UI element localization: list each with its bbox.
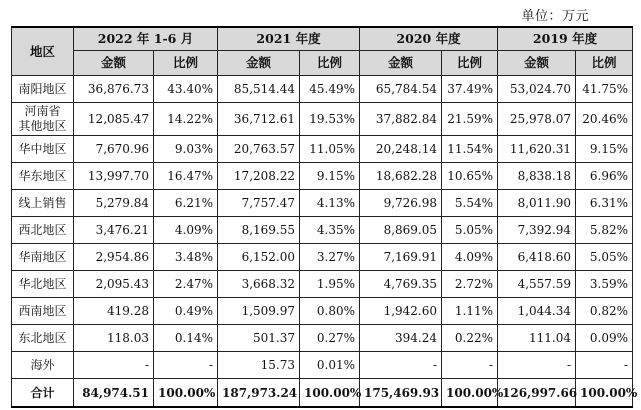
amount-cell: 501.37 [218,325,300,352]
region-cell: 华南地区 [12,244,74,271]
region-cell: 南阳地区 [12,76,74,103]
table-row [12,244,633,271]
amount-cell: 4,557.59 [498,271,576,298]
unit-label: 单位：万元 [521,9,589,24]
ratio-cell: 0.01% [300,352,360,379]
amount-cell: 3,476.21 [74,217,154,244]
ratio-cell: 6.31% [576,190,633,217]
ratio-cell: 5.82% [576,217,633,244]
header-subcolumn-row [12,51,633,76]
amount-cell: 1,509.97 [218,298,300,325]
amount-cell: 419.28 [74,298,154,325]
amount-cell: 7,392.94 [498,217,576,244]
region-cell: 西北地区 [12,217,74,244]
region-cell: 西南地区 [12,298,74,325]
ratio-cell: 45.49% [300,76,360,103]
region-cell [12,103,74,136]
ratio-cell: - [154,352,218,379]
ratio-cell: 11.54% [442,136,498,163]
ratio-cell: 4.13% [300,190,360,217]
amount-cell: 12,085.47 [74,103,154,136]
ratio-cell: 4.09% [154,217,218,244]
period-header: 2019 年度 [498,27,633,51]
amount-cell: 3,668.32 [218,271,300,298]
amount-cell: 8,838.18 [498,163,576,190]
ratio-cell: 6.96% [576,163,633,190]
amount-cell: 25,978.07 [498,103,576,136]
amount-cell: 15.73 [218,352,300,379]
header-period-row [12,27,633,51]
amount-cell: 1,044.34 [498,298,576,325]
ratio-cell: 6.21% [154,190,218,217]
amount-cell: 7,670.96 [74,136,154,163]
ratio-cell: 3.48% [154,244,218,271]
table-row [12,76,633,103]
total-row [12,379,633,408]
ratio-cell: 2.72% [442,271,498,298]
ratio-cell: 19.53% [300,103,360,136]
ratio-column-header: 比例 [442,51,498,76]
ratio-column-header: 比例 [154,51,218,76]
ratio-cell: - [576,352,633,379]
region-cell: 线上销售 [12,190,74,217]
amount-cell: 13,997.70 [74,163,154,190]
ratio-cell: 9.15% [576,136,633,163]
amount-cell: 37,882.84 [360,103,442,136]
region-column-header: 地区 [12,27,74,76]
amount-column-header: 金额 [74,51,154,76]
amount-cell: 118.03 [74,325,154,352]
total-ratio-cell: 100.00% [442,379,498,408]
total-amount-cell: 126,997.66 [498,379,576,408]
ratio-cell: 0.14% [154,325,218,352]
ratio-cell: 0.09% [576,325,633,352]
ratio-cell: 14.22% [154,103,218,136]
amount-cell: 394.24 [360,325,442,352]
total-ratio-cell: 100.00% [576,379,633,408]
amount-cell: - [498,352,576,379]
amount-cell: 65,784.54 [360,76,442,103]
table-body [12,76,638,408]
amount-cell: 18,682.28 [360,163,442,190]
region-cell: 华中地区 [12,136,74,163]
amount-cell: 36,712.61 [218,103,300,136]
period-header: 2021 年度 [218,27,360,51]
amount-cell: 17,208.22 [218,163,300,190]
ratio-cell: 16.47% [154,163,218,190]
amount-cell: 1,942.60 [360,298,442,325]
amount-cell: 5,279.84 [74,190,154,217]
ratio-cell: 41.75% [576,76,633,103]
table-row [12,163,633,190]
ratio-column-header: 比例 [300,51,360,76]
ratio-cell: 10.65% [442,163,498,190]
table-row [12,352,633,379]
table-row [12,298,633,325]
regional-revenue-table [11,26,638,408]
amount-cell: 4,769.35 [360,271,442,298]
ratio-column-header: 比例 [576,51,633,76]
amount-cell: 8,011.90 [498,190,576,217]
amount-cell: - [74,352,154,379]
region-label-line: 河南省 [24,104,61,118]
ratio-cell: 21.59% [442,103,498,136]
region-cell: 东北地区 [12,325,74,352]
ratio-cell: 4.35% [300,217,360,244]
amount-cell: 2,095.43 [74,271,154,298]
ratio-cell: 3.27% [300,244,360,271]
ratio-cell: 0.27% [300,325,360,352]
ratio-cell: 0.49% [154,298,218,325]
ratio-cell: 11.05% [300,136,360,163]
table-row [12,190,633,217]
ratio-cell: 4.09% [442,244,498,271]
ratio-cell: 1.95% [300,271,360,298]
ratio-cell: 1.11% [442,298,498,325]
ratio-cell: 9.15% [300,163,360,190]
region-cell: 华北地区 [12,271,74,298]
amount-cell: 8,169.55 [218,217,300,244]
ratio-cell: 0.80% [300,298,360,325]
amount-cell: 20,763.57 [218,136,300,163]
ratio-cell: 3.59% [576,271,633,298]
amount-cell: 6,418.60 [498,244,576,271]
region-label-line: 其他地区 [18,119,67,133]
period-header: 2022 年 1-6 月 [74,27,218,51]
region-cell: 海外 [12,352,74,379]
amount-cell: 2,954.86 [74,244,154,271]
ratio-cell: 43.40% [154,76,218,103]
amount-cell: 8,869.05 [360,217,442,244]
ratio-cell: 0.22% [442,325,498,352]
region-cell: 华东地区 [12,163,74,190]
amount-cell: 7,169.91 [360,244,442,271]
period-header: 2020 年度 [360,27,498,51]
amount-cell: 20,248.14 [360,136,442,163]
table-row [12,271,633,298]
table-row [12,136,633,163]
total-ratio-cell: 100.00% [300,379,360,408]
ratio-cell: 2.47% [154,271,218,298]
total-amount-cell: 175,469.93 [360,379,442,408]
ratio-cell: 5.05% [442,217,498,244]
table-row [12,103,633,136]
total-amount-cell: 84,974.51 [74,379,154,408]
amount-column-header: 金额 [498,51,576,76]
total-ratio-cell: 100.00% [154,379,218,408]
ratio-cell: 5.54% [442,190,498,217]
amount-cell: 53,024.70 [498,76,576,103]
amount-column-header: 金额 [218,51,300,76]
table-row [12,325,633,352]
amount-cell: 7,757.47 [218,190,300,217]
ratio-cell: - [442,352,498,379]
ratio-cell: 5.05% [576,244,633,271]
ratio-cell: 20.46% [576,103,633,136]
table-row [12,217,633,244]
amount-cell: 85,514.44 [218,76,300,103]
amount-cell: 111.04 [498,325,576,352]
amount-cell: 11,620.31 [498,136,576,163]
ratio-cell: 9.03% [154,136,218,163]
amount-cell: 6,152.00 [218,244,300,271]
amount-cell: 9,726.98 [360,190,442,217]
amount-column-header: 金额 [360,51,442,76]
ratio-cell: 37.49% [442,76,498,103]
ratio-cell: 0.82% [576,298,633,325]
total-label: 合计 [12,379,74,408]
amount-cell: - [360,352,442,379]
total-amount-cell: 187,973.24 [218,379,300,408]
amount-cell: 36,876.73 [74,76,154,103]
